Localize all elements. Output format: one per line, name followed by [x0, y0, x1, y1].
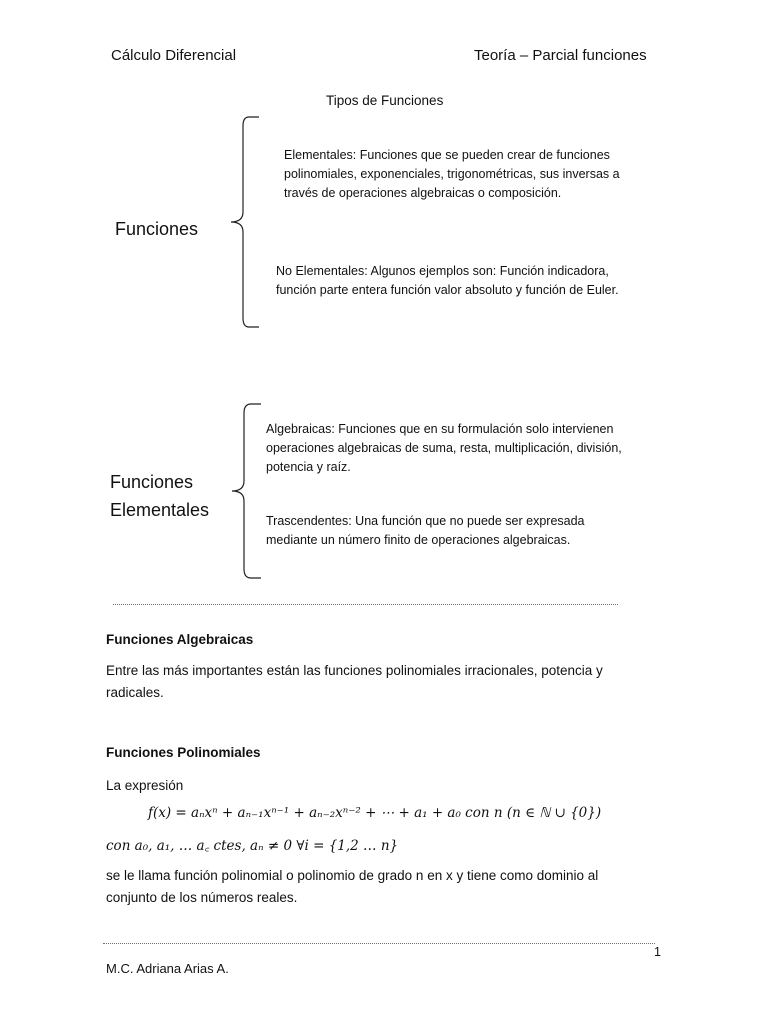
section-text-polinomiales-line2: conjunto de los números reales.: [106, 890, 298, 905]
group2-brace-icon: [227, 401, 267, 581]
polynomial-condition: con a₀, a₁, … a꜀ ctes, aₙ ≠ 0 ∀i = {1,2 … n}: [106, 838, 399, 854]
section-text-algebraicas-line2: radicales.: [106, 685, 164, 700]
group1-brace-icon: [225, 114, 265, 330]
section-intro-expresion: La expresión: [106, 778, 184, 793]
page-number: 1: [654, 945, 661, 959]
group2-label: [110, 468, 209, 524]
group1-item-elementales: Elementales: Funciones que se pueden crear de funciones polinomiales, exponenciales, trigonométricas, sus inversas a través de operaciones algebraicas o composición.: [284, 148, 620, 200]
header-course-title: Cálculo Diferencial: [111, 47, 237, 64]
polynomial-formula: f(x) = aₙxⁿ + aₙ₋₁xⁿ⁻¹ + aₙ₋₂xⁿ⁻² + ⋯ + a₁ + a₀ con n (n ∈ ℕ ∪ {0}): [148, 805, 602, 821]
group2-item-trascendentes: Trascendentes: Una función que no puede ser expresada mediante un número finito de operaciones algebraicas.: [266, 514, 585, 547]
section-text-algebraicas-line1: Entre las más importantes están las funciones polinomiales irracionales, potencia y: [106, 663, 603, 678]
group1-item-no-elementales: No Elementales: Algunos ejemplos son: Función indicadora, función parte entera función valor absoluto y función de Euler.: [276, 264, 619, 297]
separator-footer: [103, 943, 655, 944]
group2-label-line2: Elementales: [110, 500, 210, 520]
section-heading-polinomiales: Funciones Polinomiales: [106, 745, 261, 760]
separator-top: [113, 604, 618, 605]
header-section-title: Teoría – Parcial funciones: [474, 47, 647, 64]
section-text-polinomiales-line1: se le llama función polinomial o polinomio de grado n en x y tiene como dominio al: [106, 868, 599, 883]
group1-label: Funciones: [115, 219, 199, 239]
group2-item-algebraicas: Algebraicas: Funciones que en su formulación solo intervienen operaciones algebraicas de suma, resta, multiplicación, división, potencia y raíz.: [266, 422, 622, 474]
group2-label-line1: Funciones: [110, 472, 194, 492]
footer-author: M.C. Adriana Arias A.: [106, 961, 229, 976]
section-heading-algebraicas: Funciones Algebraicas: [106, 632, 254, 647]
diagram-title: Tipos de Funciones: [326, 93, 444, 108]
